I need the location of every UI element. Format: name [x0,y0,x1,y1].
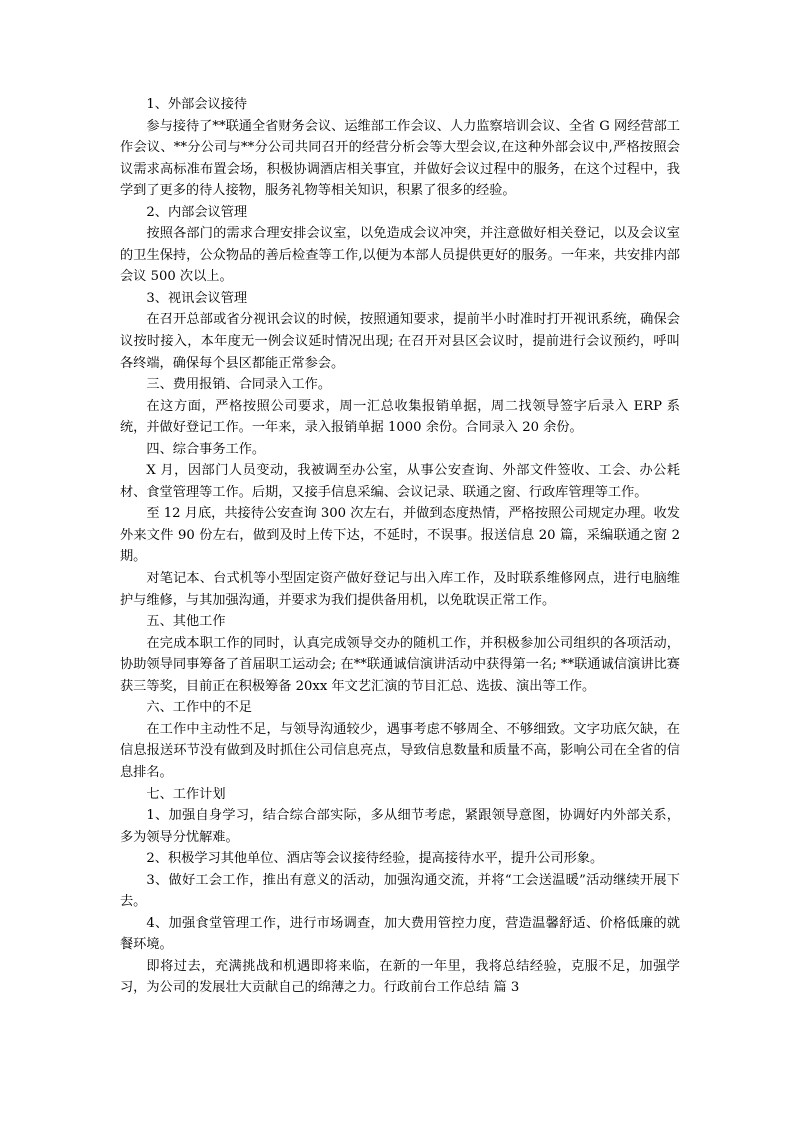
section-heading: 2、内部会议管理 [146,204,248,220]
section-heading: 四、综合事务工作。 [146,441,266,457]
section-heading: 五、其他工作 [146,614,226,630]
paragraph: 在完成本职工作的同时，认真完成领导交办的随机工作，并积极参加公司组织的各项活动，协助领导同事筹备了首届职工运动会; 在**联通诚信演讲活动中获得第一名; **联通诚信演讲比赛获三等奖，目前正在积极筹备 20xx 年文艺汇演的节目汇总、选拔、演出等工作。 [120,635,680,694]
plan-item: 1、加强自身学习，结合综合部实际，多从细节考虑，紧跟领导意图，协调好内外部关系，多为领导分忧解难。 [120,808,680,845]
plan-item: 4、加强食堂管理工作，进行市场调查，加大费用管控力度，营造温馨舒适、价格低廉的就餐环境。 [120,915,680,953]
paragraph: 在这方面，严格按照公司要求，周一汇总收集报销单据，周二找领导签字后录入 ERP 系统，并做好登记工作。一年来，录入报销单据 1000 余份。合同录入 20 余份。 [120,398,680,436]
section-heading: 三、费用报销、合同录入工作。 [146,377,332,393]
closing-paragraph: 即将过去，充满挑战和机遇即将来临，在新的一年里，我将总结经验，克服不足，加强学习，为公司的发展壮大贡献自己的绵薄之力。行政前台工作总结 篇 3 [120,958,680,996]
paragraph: 在工作中主动性不足，与领导沟通较少，遇事考虑不够周全、不够细致。文字功底欠缺，在信息报送环节没有做到及时抓住公司信息亮点，导致信息数量和质量不高，影响公司在全省的信息排名。 [120,721,680,780]
paragraph: 对笔记本、台式机等小型固定资产做好登记与出入库工作，及时联系维修网点，进行电脑维护与维修，与其加强沟通，并要求为我们提供备用机，以免耽误正常工作。 [120,571,680,608]
paragraph: 至 12 月底，共接待公安查询 300 次左右，并做到态度热情，严格按照公司规定办理。收发外来文件 90 份左右，做到及时上传下达，不延时，不误事。报送信息 20 篇，采编联通之窗 2 期。 [120,506,680,565]
paragraph: 在召开总部或省分视讯会议的时候，按照通知要求，提前半小时准时打开视讯系统，确保会议按时接入，本年度无一例会议延时情况出现; 在召开对县区会议时，提前进行会议预约，呼叫各终端，确保每个县区都能正常参会。 [120,312,680,371]
paragraph: X 月，因部门人员变动，我被调至办公室，从事公安查询、外部文件签收、工会、办公耗材、食堂管理等工作。后期，又接手信息采编、会议记录、联通之窗、行政库管理等工作。 [120,463,680,500]
section-heading: 1、外部会议接待 [146,97,248,112]
paragraph: 按照各部门的需求合理安排会议室，以免造成会议冲突，并注意做好相关登记，以及会议室的卫生保持，公众物品的善后检查等工作,以便为本部人员提供更好的服务。一年来，共安排内部会议 500 次以上。 [120,226,680,285]
document-body [120,94,680,999]
section-heading: 七、工作计划 [146,786,226,802]
plan-item: 3、做好工会工作，推出有意义的活动，加强沟通交流，并将“工会送温暖”活动继续开展下去。 [120,872,680,910]
plan-item: 2、积极学习其他单位、酒店等会议接待经验，提高接待水平，提升公司形象。 [146,851,604,867]
section-heading: 六、工作中的不足 [146,700,252,716]
section-heading: 3、视讯会议管理 [146,290,248,306]
paragraph: 参与接待了**联通全省财务会议、运维部工作会议、人力监察培训会议、全省 G 网经营部工作会议、**分公司与**分公司共同召开的经营分析会等大型会议,在这种外部会议中,严格按照会议需求高标准布置会场，积极协调酒店相关事宜，并做好会议过程中的服务，在这个过程中，我学到了更多的待人接物，服务礼物等相关知识，积累了很多的经验。 [120,118,680,199]
